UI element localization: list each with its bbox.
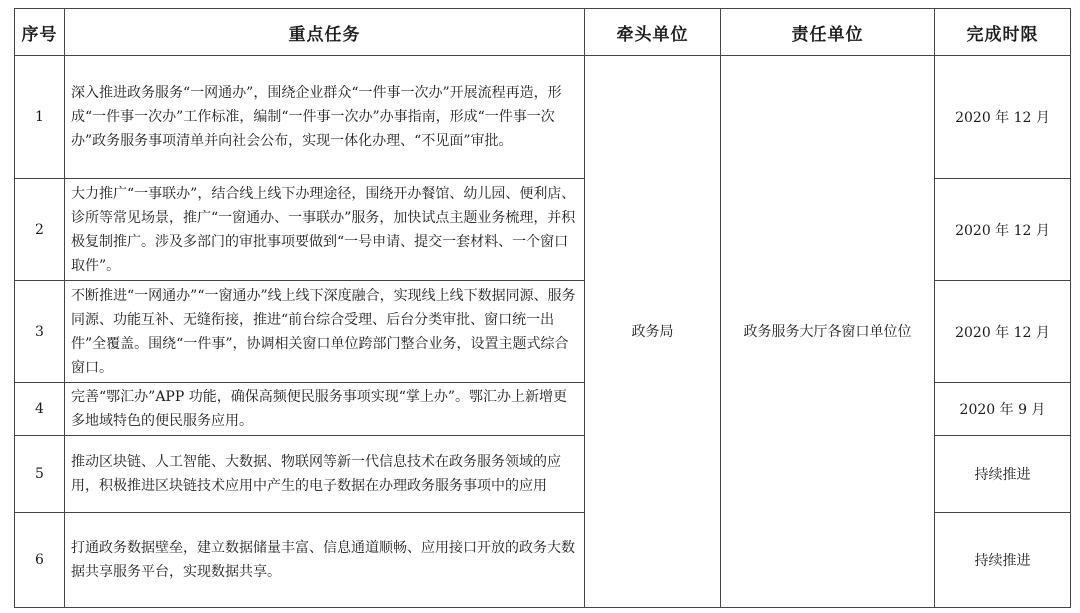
- row-task: 不断推进“一网通办”“一窗通办”线上线下深度融合，实现线上线下数据同源、服务同源、功能互补、无缝衔接，推进“前台综合受理、后台分类审批、窗口统一出件”全覆盖。围绕“一件事”，协调相关窗口单位跨部门整合业务，设置主题式综合窗口。: [65, 281, 585, 383]
- row-deadline: 2020 年 12 月: [935, 281, 1071, 383]
- header-index: 序号: [15, 9, 65, 56]
- responsible-unit-cell: 政务服务大厅各窗口单位位: [721, 56, 935, 608]
- row-index: 1: [15, 56, 65, 179]
- header-responsible-unit: 责任单位: [721, 9, 935, 56]
- header-lead-unit: 牵头单位: [585, 9, 721, 56]
- row-task: 大力推广“一事联办”，结合线上线下办理途径，围绕开办餐馆、幼儿园、便利店、诊所等常见场景，推广“一窗通办、一事联办”服务，加快试点主题业务梳理，并积极复制推广。涉及多部门的审批事项要做到“一号申请、提交一套材料、一个窗口取件”。: [65, 179, 585, 281]
- row-deadline: 持续推进: [935, 436, 1071, 513]
- row-index: 3: [15, 281, 65, 383]
- row-deadline: 2020 年 12 月: [935, 56, 1071, 179]
- row-index: 4: [15, 383, 65, 436]
- task-table: [14, 8, 1071, 608]
- row-deadline: 2020 年 9 月: [935, 383, 1071, 436]
- row-deadline: 持续推进: [935, 513, 1071, 608]
- row-deadline: 2020 年 12 月: [935, 179, 1071, 281]
- row-task: 推动区块链、人工智能、大数据、物联网等新一代信息技术在政务服务领域的应用，积极推进区块链技术应用中产生的电子数据在办理政务服务事项中的应用: [65, 436, 585, 513]
- row-index: 2: [15, 179, 65, 281]
- row-task: 深入推进政务服务“一网通办”，围绕企业群众“一件事一次办”开展流程再造，形成“一件事一次办”工作标准，编制“一件事一次办”办事指南，形成“一件事一次办”政务服务事项清单并向社会公布，实现一体化办理、“不见面”审批。: [65, 56, 585, 179]
- table-row: [15, 56, 1071, 179]
- row-index: 6: [15, 513, 65, 608]
- header-task: 重点任务: [65, 9, 585, 56]
- row-task: 完善“鄂汇办”APP 功能，确保高频便民服务事项实现“掌上办”。鄂汇办上新增更多地域特色的便民服务应用。: [65, 383, 585, 436]
- row-index: 5: [15, 436, 65, 513]
- row-task: 打通政务数据壁垒，建立数据储量丰富、信息通道顺畅、应用接口开放的政务大数据共享服务平台，实现数据共享。: [65, 513, 585, 608]
- header-deadline: 完成时限: [935, 9, 1071, 56]
- table-header-row: [15, 9, 1071, 56]
- lead-unit-cell: 政务局: [585, 56, 721, 608]
